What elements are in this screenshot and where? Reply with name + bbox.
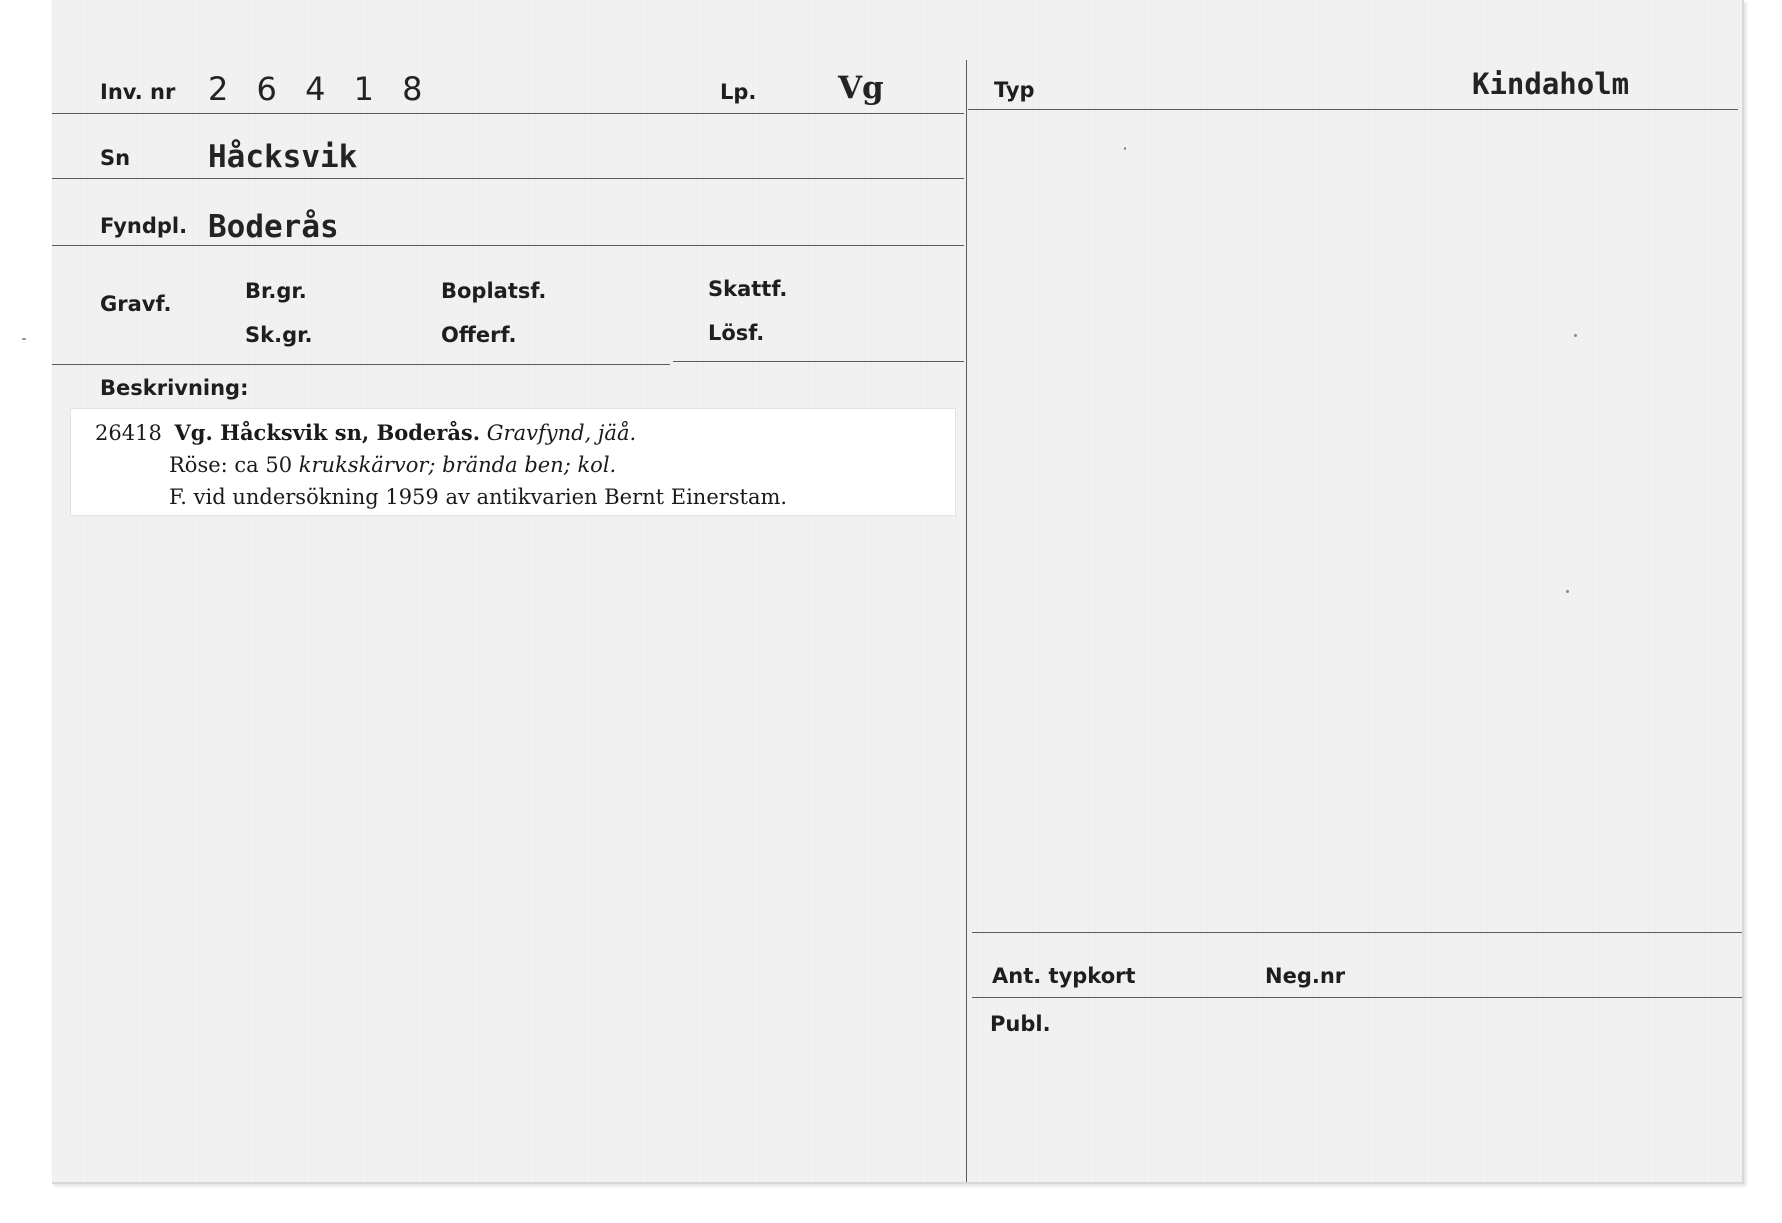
boplatsf-label: Boplatsf. xyxy=(441,279,547,303)
scan-speck xyxy=(1566,590,1569,593)
rule-invnr xyxy=(52,113,964,114)
description-line-3 xyxy=(169,481,787,513)
skattf-label: Skattf. xyxy=(708,277,788,301)
column-divider xyxy=(966,60,967,1182)
lp-label: Lp. xyxy=(720,80,757,104)
find-type-text: Gravfynd, jäå. xyxy=(486,421,637,445)
description-line-1 xyxy=(95,417,636,449)
ant-typkort-label: Ant. typkort xyxy=(992,964,1136,988)
scan-speck xyxy=(1124,147,1126,150)
rule-sn xyxy=(52,178,964,179)
description-line-2 xyxy=(169,449,616,481)
fyndpl-label: Fyndpl. xyxy=(100,214,188,238)
contents-text: Röse: ca 50 xyxy=(169,453,293,477)
sn-label: Sn xyxy=(100,146,131,170)
typ-value: Kindaholm xyxy=(1472,67,1630,101)
lp-value: Vg xyxy=(838,70,884,106)
inv-nr-value: 2 6 4 1 8 xyxy=(208,70,432,108)
sn-value: Håcksvik xyxy=(208,139,358,175)
site-heading: Vg. Håcksvik sn, Boderås. xyxy=(174,420,481,445)
skgr-label: Sk.gr. xyxy=(245,323,313,347)
rule-fyndpl xyxy=(52,245,964,246)
contents-italic: krukskärvor; brända ben; kol. xyxy=(298,453,617,477)
fyndpl-value: Boderås xyxy=(208,209,339,245)
gravf-label: Gravf. xyxy=(100,292,172,316)
excavation-text: F. vid undersökning 1959 av antikvarien Bernt Einerstam. xyxy=(169,485,788,509)
rule-find-type-right xyxy=(673,361,964,362)
brgr-label: Br.gr. xyxy=(245,279,307,303)
rule-find-type-left xyxy=(52,364,670,365)
rule-publ xyxy=(972,997,1742,998)
scan-speck xyxy=(22,338,26,340)
inv-nr-label: Inv. nr xyxy=(100,80,176,104)
beskrivning-label: Beskrivning: xyxy=(100,376,249,400)
typ-label: Typ xyxy=(994,78,1035,102)
negnr-label: Neg.nr xyxy=(1265,964,1346,988)
scan-speck xyxy=(1574,334,1577,337)
description-slip xyxy=(70,408,956,516)
rule-ant-typkort xyxy=(972,932,1742,933)
rule-typ xyxy=(968,109,1738,110)
catalog-number: 26418 xyxy=(95,421,162,445)
losf-label: Lösf. xyxy=(708,321,765,345)
offerf-label: Offerf. xyxy=(441,323,517,347)
publ-label: Publ. xyxy=(990,1012,1051,1036)
